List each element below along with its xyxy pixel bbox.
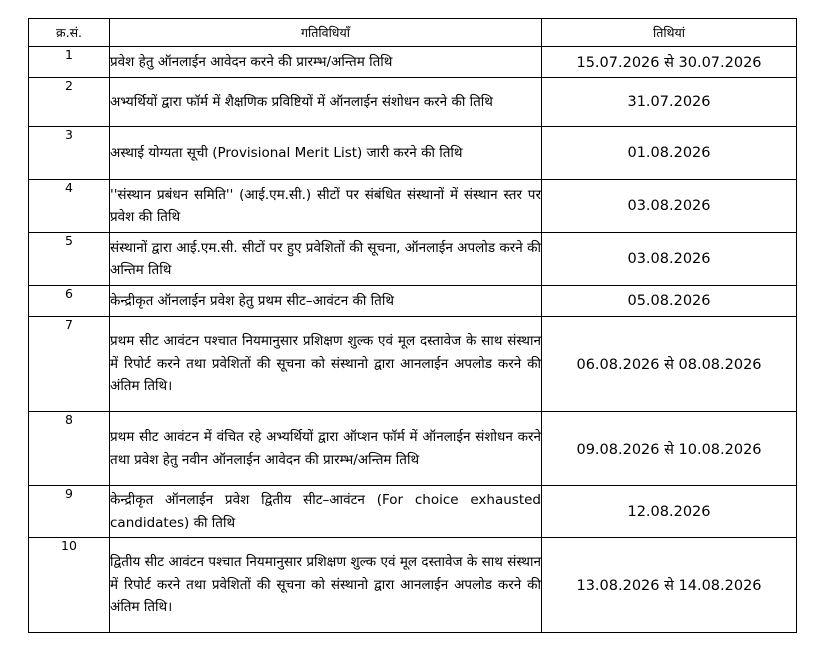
table-row bbox=[29, 180, 797, 233]
table-row bbox=[29, 286, 797, 317]
row-date: 09.08.2026 से 10.08.2026 bbox=[542, 412, 797, 486]
header-row bbox=[29, 19, 797, 47]
table-row bbox=[29, 486, 797, 538]
row-serial-number: 4 bbox=[29, 180, 110, 233]
row-activity: ''संस्थान प्रबंधन समिति'' (आई.एम.सी.) सीटों पर संबंधित संस्थानों में संस्थान स्तर पर प्रवेश की तिथि bbox=[110, 180, 542, 233]
table-row bbox=[29, 317, 797, 412]
row-serial-number: 7 bbox=[29, 317, 110, 412]
row-activity: अभ्यर्थियों द्वारा फॉर्म में शैक्षणिक प्रविष्टियों में ऑनलाईन संशोधन करने की तिथि bbox=[110, 78, 542, 127]
row-activity: प्रथम सीट आवंटन में वंचित रहे अभ्यर्थियों द्वारा ऑप्शन फॉर्म में ऑनलाईन संशोधन करने तथा प्रवेश हेतु नवीन ऑनलाईन आवेदन की प्रारम्भ/अन्तिम तिथि bbox=[110, 412, 542, 486]
row-serial-number: 3 bbox=[29, 127, 110, 180]
row-date: 12.08.2026 bbox=[542, 486, 797, 538]
row-activity: प्रथम सीट आवंटन पश्चात नियमानुसार प्रशिक्षण शुल्क एवं मूल दस्तावेज के साथ संस्थान में रिपोर्ट करने तथा प्रवेशितों की सूचना को संस्थानो द्वारा आनलाईन अपलोड करने की अंतिम तिथि। bbox=[110, 317, 542, 412]
row-date: 15.07.2026 से 30.07.2026 bbox=[542, 47, 797, 78]
row-serial-number: 6 bbox=[29, 286, 110, 317]
table-body bbox=[29, 47, 797, 633]
table-row bbox=[29, 412, 797, 486]
row-date: 03.08.2026 bbox=[542, 233, 797, 286]
row-activity: केन्द्रीकृत ऑनलाईन प्रवेश द्वितीय सीट–आवंटन (For choice exhausted candidates) की तिथि bbox=[110, 486, 542, 538]
row-date: 06.08.2026 से 08.08.2026 bbox=[542, 317, 797, 412]
row-serial-number: 10 bbox=[29, 538, 110, 633]
row-date: 13.08.2026 से 14.08.2026 bbox=[542, 538, 797, 633]
admission-schedule-table bbox=[28, 18, 797, 633]
table-row bbox=[29, 538, 797, 633]
row-activity: द्वितीय सीट आवंटन पश्चात नियमानुसार प्रशिक्षण शुल्क एवं मूल दस्तावेज के साथ संस्थान में रिपोर्ट करने तथा प्रवेशितों की सूचना को संस्थानो द्वारा आनलाईन अपलोड करने की अंतिम तिथि। bbox=[110, 538, 542, 633]
row-date: 03.08.2026 bbox=[542, 180, 797, 233]
row-serial-number: 9 bbox=[29, 486, 110, 538]
row-serial-number: 2 bbox=[29, 78, 110, 127]
table-row bbox=[29, 47, 797, 78]
row-activity: केन्द्रीकृत ऑनलाईन प्रवेश हेतु प्रथम सीट–आवंटन की तिथि bbox=[110, 286, 542, 317]
row-serial-number: 1 bbox=[29, 47, 110, 78]
row-activity: अस्थाई योग्यता सूची (Provisional Merit List) जारी करने की तिथि bbox=[110, 127, 542, 180]
header-serial-number: क्र.सं. bbox=[29, 19, 110, 47]
row-date: 31.07.2026 bbox=[542, 78, 797, 127]
row-activity: प्रवेश हेतु ऑनलाईन आवेदन करने की प्रारम्भ/अन्तिम तिथि bbox=[110, 47, 542, 78]
row-date: 01.08.2026 bbox=[542, 127, 797, 180]
row-activity: संस्थानों द्वारा आई.एम.सी. सीटों पर हुए प्रवेशितों की सूचना, ऑनलाईन अपलोड करने की अन्तिम तिथि bbox=[110, 233, 542, 286]
table-row bbox=[29, 78, 797, 127]
table-header bbox=[29, 19, 797, 47]
row-serial-number: 8 bbox=[29, 412, 110, 486]
header-dates: तिथियां bbox=[542, 19, 797, 47]
row-serial-number: 5 bbox=[29, 233, 110, 286]
table-row bbox=[29, 233, 797, 286]
row-date: 05.08.2026 bbox=[542, 286, 797, 317]
table-row bbox=[29, 127, 797, 180]
header-activities: गतिविधियाँ bbox=[110, 19, 542, 47]
